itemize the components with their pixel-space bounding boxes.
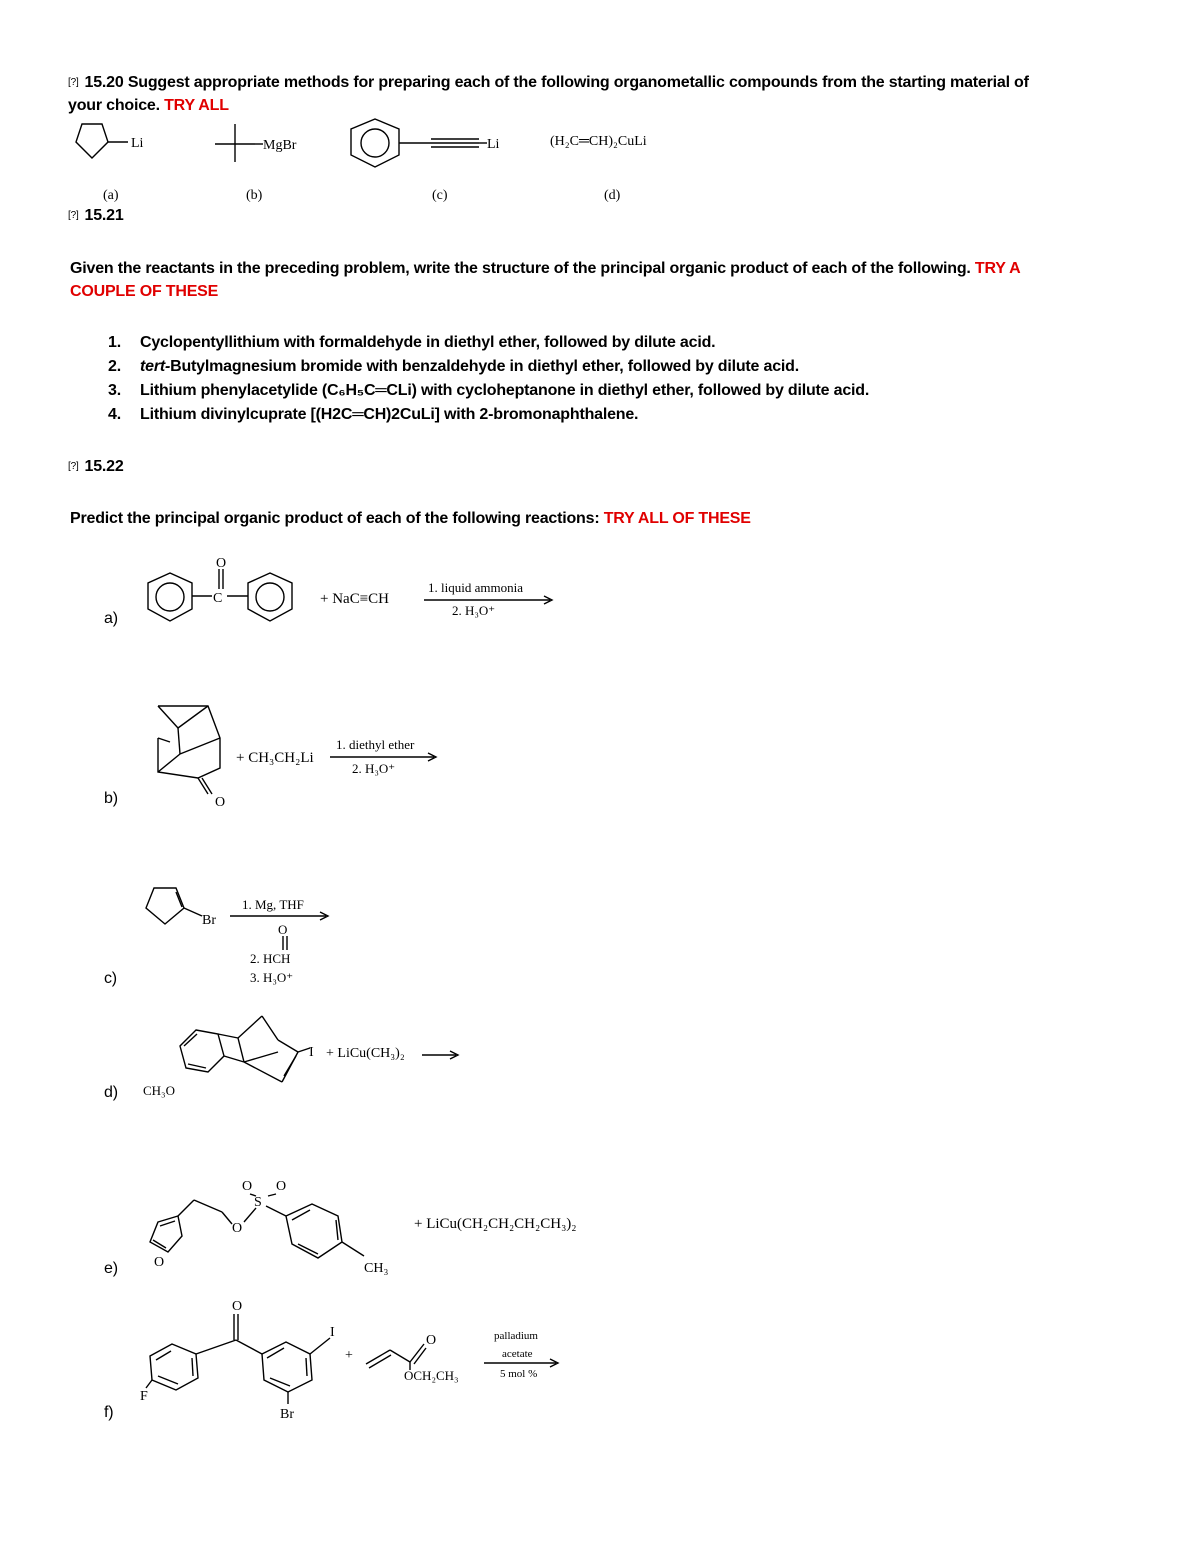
reaction-c-formaldehyde-oxygen: O <box>278 922 288 937</box>
reaction-e-sulfur: S <box>254 1195 262 1210</box>
reaction-f-label: f) <box>104 1404 114 1421</box>
reaction-f-catalyst-line1: palladium <box>494 1330 538 1342</box>
problem-15-22-intro <box>70 510 751 528</box>
list-item-italic-prefix: tert- <box>140 358 171 375</box>
try-all-note: TRY ALL <box>164 97 229 114</box>
reaction-c-carbonyl-double-bond <box>280 936 290 952</box>
reaction-f-iodine: I <box>330 1325 335 1340</box>
broken-image-icon: [?] <box>68 210 79 221</box>
problem-15-20-text-cont: your choice. <box>68 97 160 114</box>
reaction-f-fluorine: F <box>140 1389 148 1404</box>
label-a: (a) <box>103 188 119 203</box>
reaction-f-aryl-iodide <box>140 1296 360 1426</box>
reaction-a-label: a) <box>104 610 118 627</box>
problem-15-22-intro-text: Predict the principal organic product of each of the following reactions: <box>70 510 600 527</box>
reaction-e-oxygen2: O <box>276 1179 287 1194</box>
label-d: (d) <box>604 188 621 203</box>
list-item-3 <box>108 382 869 400</box>
reaction-c-step2: 2. HCH <box>250 951 291 966</box>
try-note-line1: TRY A <box>974 260 1021 277</box>
problem-15-22-header <box>68 458 124 476</box>
list-item-text: Cyclopentyllithium with formaldehyde in diethyl ether, followed by dilute acid. <box>140 334 716 351</box>
label-c: (c) <box>432 188 448 203</box>
reaction-b-adamantanone <box>140 698 240 818</box>
struct-a-metal: Li <box>131 136 144 151</box>
reaction-f-oxygen: O <box>232 1299 243 1314</box>
reaction-a-step2: 2. H₃O⁺ <box>452 603 496 618</box>
reaction-a-reagent: + NaC≡CH <box>320 591 390 607</box>
reaction-d-iodine: I <box>309 1045 314 1060</box>
structure-c-lithium-phenylacetylide <box>345 115 515 171</box>
reaction-b-step1: 1. diethyl ether <box>336 737 415 752</box>
list-item-text: Lithium divinylcuprate [(H2C═CH)2CuLi] with 2-bromonaphthalene. <box>140 406 639 423</box>
reaction-e-methyl: CH₃ <box>364 1261 389 1276</box>
list-item-text: Butylmagnesium bromide with benzaldehyde in diethyl ether, followed by dilute acid. <box>170 358 799 375</box>
problem-15-20-line1 <box>68 74 1029 92</box>
reaction-a-carbonyl-carbon: C <box>213 591 223 606</box>
reaction-d-methoxy: CH₃O <box>143 1083 175 1098</box>
reaction-a-benzophenone <box>140 555 320 635</box>
structure-d-divinylcuprate: (H₂C═CH)₂CuLi <box>550 134 647 149</box>
reaction-e-ester-oxygen: O <box>232 1221 243 1236</box>
reaction-f-ethoxy: OCH₂CH₃ <box>404 1368 459 1383</box>
reaction-d-substrate <box>170 1008 320 1090</box>
reaction-e-ring-oxygen: O <box>154 1255 165 1270</box>
problem-15-21-intro <box>70 260 1020 278</box>
list-item-4 <box>108 406 638 424</box>
list-number: 4. <box>108 406 121 423</box>
try-note-line2: COUPLE OF THESE <box>70 283 219 300</box>
label-b: (b) <box>246 188 263 203</box>
problem-15-21-number: 15.21 <box>84 207 124 224</box>
problem-15-20-text: 15.20 Suggest appropriate methods for preparing each of the following organometallic compounds from the starting material of <box>84 74 1029 91</box>
reaction-c-step3: 3. H₃O⁺ <box>250 970 294 985</box>
reaction-e-label: e) <box>104 1260 118 1277</box>
structure-b-tert-butylmagnesium-bromide <box>205 118 325 168</box>
reaction-f-catalyst-loading: 5 mol % <box>500 1368 538 1380</box>
reaction-c-label: c) <box>104 970 117 987</box>
broken-image-icon: [?] <box>68 461 79 472</box>
reaction-c-arrow <box>230 910 334 922</box>
reaction-d-reagent: + LiCu(CH₃)₂ <box>326 1046 405 1061</box>
reaction-f-bromine: Br <box>280 1407 294 1422</box>
list-number: 2. <box>108 358 121 375</box>
reaction-d-arrow <box>422 1049 462 1061</box>
list-item-text: Lithium phenylacetylide (C₆H₅C═CLi) with cycloheptanone in diethyl ether, followed by dilute acid. <box>140 382 870 399</box>
list-number: 1. <box>108 334 121 351</box>
try-all-of-these-note: TRY ALL OF THESE <box>603 510 751 527</box>
broken-image-icon: [?] <box>68 77 79 88</box>
reaction-d-label: d) <box>104 1084 118 1101</box>
reaction-b-oxygen: O <box>215 795 226 810</box>
list-number: 3. <box>108 382 121 399</box>
reaction-b-label: b) <box>104 790 118 807</box>
struct-c-metal: Li <box>487 137 500 152</box>
list-item-2 <box>108 358 799 376</box>
problem-15-21-header <box>68 207 124 225</box>
reaction-c-bromocyclopentene <box>140 878 240 938</box>
reaction-a-step1: 1. liquid ammonia <box>428 580 523 595</box>
reaction-b-step2: 2. H₃O⁺ <box>352 761 396 776</box>
structure-a-cyclopentyllithium <box>70 120 180 170</box>
struct-b-metal: MgBr <box>263 138 297 153</box>
reaction-c-bromine: Br <box>202 913 216 928</box>
reaction-f-ester-oxygen: O <box>426 1333 437 1348</box>
problem-15-22-number: 15.22 <box>84 458 124 475</box>
problem-15-20-line2 <box>68 97 229 115</box>
reaction-e-substrate <box>138 1170 408 1280</box>
reaction-e-oxygen1: O <box>242 1179 253 1194</box>
reaction-c-step1: 1. Mg, THF <box>242 897 304 912</box>
list-item-1 <box>108 334 715 352</box>
reaction-e-reagent: + LiCu(CH₂CH₂CH₂CH₃)₂ <box>414 1216 577 1232</box>
reaction-f-catalyst-line2: acetate <box>502 1348 533 1360</box>
reaction-a-oxygen: O <box>216 556 227 571</box>
reaction-f-plus: + <box>345 1348 353 1363</box>
problem-15-21-intro-text: Given the reactants in the preceding problem, write the structure of the principal organic product of each of the following. <box>70 260 971 277</box>
reaction-b-reagent: + CH₃CH₂Li <box>236 750 314 766</box>
